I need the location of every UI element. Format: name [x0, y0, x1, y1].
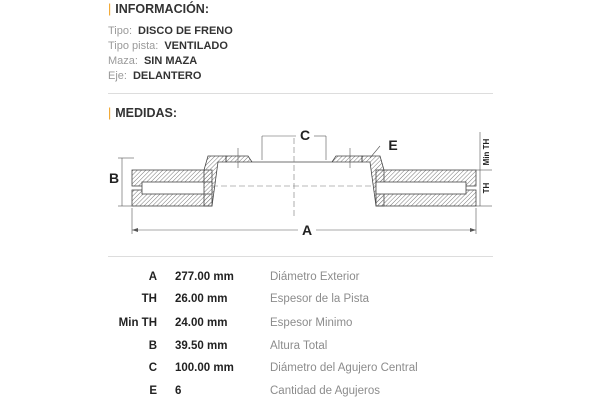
disc-left-ring: [132, 170, 212, 206]
accent-bar: |: [108, 106, 112, 120]
section-divider: [108, 93, 493, 94]
spec-eje: Eje: DELANTERO: [108, 70, 202, 82]
measures-heading: | MEDIDAS:: [108, 106, 178, 120]
section-divider: [108, 256, 493, 257]
spec-tipo: Tipo: DISCO DE FRENO: [108, 25, 233, 37]
dimension-th: [476, 170, 492, 206]
label-e: E: [388, 137, 398, 153]
label-c: C: [299, 127, 311, 143]
spec-tipo-pista: Tipo pista: VENTILADO: [108, 40, 228, 52]
disc-left-hat-wall: [204, 156, 226, 206]
measure-row-b: B 39.50 mm Altura Total: [148, 340, 328, 352]
brake-disc-diagram: [100, 118, 500, 248]
spec-maza: Maza: SIN MAZA: [108, 55, 198, 67]
label-th: TH: [482, 182, 491, 194]
measure-row-min-th: Min TH 24.00 mm Espesor Minimo: [118, 317, 353, 329]
info-heading: | INFORMACIÓN:: [108, 2, 209, 16]
measure-row-c: C 100.00 mm Diámetro del Agujero Central: [148, 362, 418, 374]
dimension-a: [132, 208, 476, 238]
disc-right-ring: [376, 170, 476, 206]
measure-row-e: E 6 Cantidad de Agujeros: [149, 385, 380, 397]
dimension-e: [370, 137, 398, 158]
dimension-b: [109, 158, 134, 206]
measure-row-a: A 277.00 mm Diámetro Exterior: [148, 271, 360, 283]
measure-row-th: TH 26.00 mm Espesor de la Pista: [141, 293, 370, 305]
label-a: A: [301, 222, 313, 238]
dimension-min-th: [480, 132, 491, 170]
label-b: B: [108, 170, 120, 186]
label-min-th: Min TH: [482, 138, 491, 166]
accent-bar: |: [108, 2, 112, 16]
